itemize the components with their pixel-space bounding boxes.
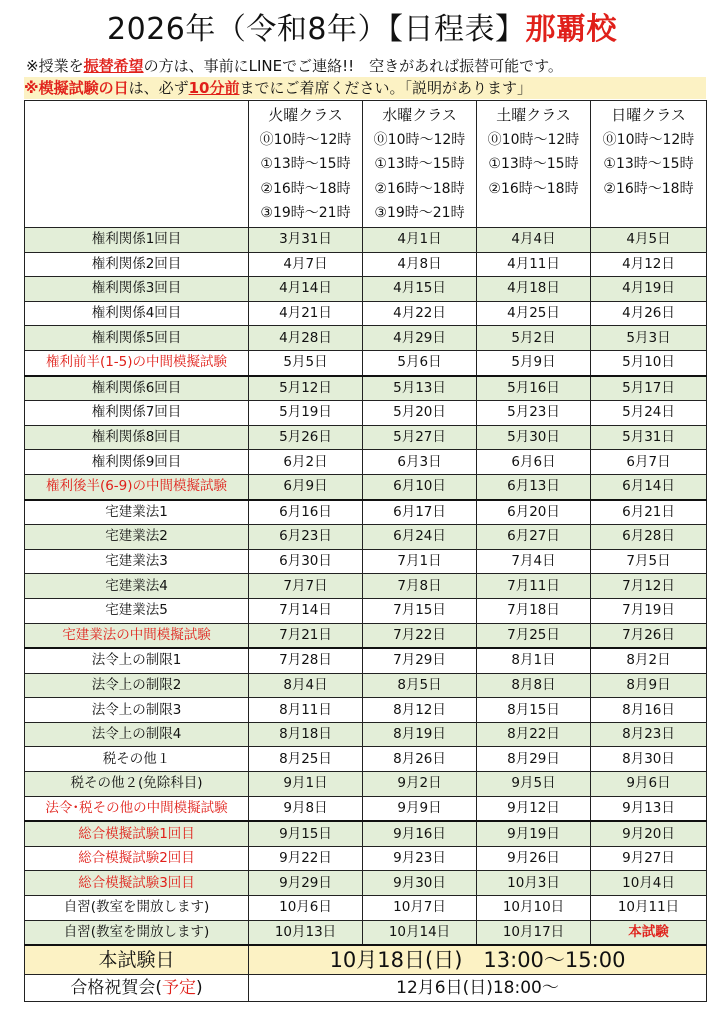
session-label: 税その他２(免除科目) (25, 772, 249, 797)
session-date: 6月9日 (249, 474, 363, 499)
session-date: 5月27日 (363, 425, 477, 450)
schedule-row (25, 277, 707, 302)
session-date: 3月31日 (249, 228, 363, 253)
exam-day-value: 10月18日(日) 13:00～15:00 (249, 945, 707, 975)
session-date: 7月22日 (363, 623, 477, 648)
session-date: 7月21日 (249, 623, 363, 648)
session-date: 7月18日 (477, 598, 591, 623)
session-date: 9月29日 (249, 871, 363, 896)
party-row (25, 975, 707, 1002)
exam-note-emphasis-1: ※模擬試験の日 (24, 79, 129, 97)
session-date: 10月14日 (363, 920, 477, 945)
session-date: 9月16日 (363, 821, 477, 846)
schedule-row (25, 772, 707, 797)
session-date: 9月2日 (363, 772, 477, 797)
session-date: 4月14日 (249, 277, 363, 302)
session-label: 自習(教室を開放します) (25, 896, 249, 921)
session-date: 6月16日 (249, 500, 363, 525)
session-label: 自習(教室を開放します) (25, 920, 249, 945)
session-date: 8月26日 (363, 747, 477, 772)
schedule-row (25, 326, 707, 351)
session-date: 5月6日 (363, 350, 477, 375)
session-date: 7月15日 (363, 598, 477, 623)
time-slot: ⓪10時～12時 (487, 131, 580, 148)
schedule-row (25, 525, 707, 550)
class-name: 火曜クラス (268, 106, 343, 124)
header-row (25, 101, 707, 228)
schedule-row (25, 549, 707, 574)
session-date: 9月27日 (591, 846, 707, 871)
session-date: 10月13日 (249, 920, 363, 945)
session-date: 5月23日 (477, 401, 591, 426)
session-date: 8月8日 (477, 673, 591, 698)
time-slot: ①13時～15時 (260, 156, 351, 172)
session-date: 8月11日 (249, 698, 363, 723)
schedule-table (24, 100, 707, 1002)
session-label: 法令上の制限1 (25, 648, 249, 673)
time-slot: ⓪10時～12時 (259, 131, 352, 148)
session-date: 7月29日 (363, 648, 477, 673)
session-date: 7月28日 (249, 648, 363, 673)
page-title (0, 10, 724, 50)
class-name: 水曜クラス (382, 106, 457, 124)
session-date: 6月24日 (363, 525, 477, 550)
session-date: 4月12日 (591, 252, 707, 277)
session-date: 7月1日 (363, 549, 477, 574)
schedule-row (25, 228, 707, 253)
session-date: 8月30日 (591, 747, 707, 772)
time-slot: ②16時～18時 (603, 180, 694, 197)
session-date: 4月21日 (249, 301, 363, 326)
session-date: 4月29日 (363, 326, 477, 351)
session-date: 5月2日 (477, 326, 591, 351)
session-date: 9月9日 (363, 796, 477, 821)
class-name: 日曜クラス (611, 106, 686, 124)
session-date: 8月1日 (477, 648, 591, 673)
session-date: 7月12日 (591, 574, 707, 599)
header-sunday (591, 101, 707, 228)
session-label: 権利関係5回目 (25, 326, 249, 351)
schedule-row (25, 896, 707, 921)
session-date: 7月11日 (477, 574, 591, 599)
session-date: 5月30日 (477, 425, 591, 450)
schedule-row (25, 846, 707, 871)
session-date: 8月9日 (591, 673, 707, 698)
session-label: 権利関係7回目 (25, 401, 249, 426)
session-date: 8月2日 (591, 648, 707, 673)
session-label: 権利関係3回目 (25, 277, 249, 302)
session-date: 6月13日 (477, 474, 591, 499)
session-date: 9月30日 (363, 871, 477, 896)
party-label-end: ) (196, 978, 203, 999)
session-date: 6月21日 (591, 500, 707, 525)
session-label: 宅建業法の中間模擬試験 (25, 623, 249, 648)
time-slot: ②16時～18時 (260, 180, 351, 197)
header-tuesday (249, 101, 363, 228)
schedule-row (25, 500, 707, 525)
schedule-row (25, 425, 707, 450)
session-date: 4月15日 (363, 277, 477, 302)
session-date: 10月10日 (477, 896, 591, 921)
session-date: 7月4日 (477, 549, 591, 574)
school-name: 那覇校 (525, 12, 617, 47)
session-date: 9月15日 (249, 821, 363, 846)
exam-note-text-2: までにご着席ください。「説明があります」 (239, 79, 532, 97)
session-label: 権利前半(1-5)の中間模擬試験 (25, 350, 249, 375)
session-date: 7月7日 (249, 574, 363, 599)
exam-note (24, 77, 706, 99)
session-date: 9月22日 (249, 846, 363, 871)
session-date: 4月11日 (477, 252, 591, 277)
session-date: 6月28日 (591, 525, 707, 550)
transfer-note-text-2: の方は、事前にLINEでご連絡!! 空きがあれば振替可能です。 (143, 57, 563, 75)
session-label: 権利関係4回目 (25, 301, 249, 326)
exam-day-row (25, 945, 707, 975)
session-date: 5月26日 (249, 425, 363, 450)
session-label: 宅建業法5 (25, 598, 249, 623)
exam-note-emphasis-2: 10分前 (188, 79, 240, 97)
session-date: 8月22日 (477, 722, 591, 747)
exam-day-label: 本試験日 (25, 945, 249, 975)
session-date: 9月19日 (477, 821, 591, 846)
schedule-row (25, 747, 707, 772)
schedule-row (25, 350, 707, 375)
time-slot: ③19時～21時 (374, 205, 465, 221)
exam-note-text-1: は、必ず (128, 79, 189, 97)
title-text: 2026年（令和8年）【日程表】 (107, 12, 526, 47)
session-label: 法令上の制限4 (25, 722, 249, 747)
schedule-row (25, 598, 707, 623)
schedule-row (25, 401, 707, 426)
time-slot: ①13時～15時 (374, 156, 465, 172)
party-label-text: 合格祝賀会( (70, 978, 162, 999)
session-date: 4月8日 (363, 252, 477, 277)
session-date: 4月5日 (591, 228, 707, 253)
session-date: 9月12日 (477, 796, 591, 821)
session-date: 8月25日 (249, 747, 363, 772)
session-date: 8月29日 (477, 747, 591, 772)
session-date: 6月27日 (477, 525, 591, 550)
session-date: 4月22日 (363, 301, 477, 326)
transfer-note-text-1: ※授業を (26, 57, 84, 75)
session-label: 総合模擬試験1回目 (25, 821, 249, 846)
schedule-row (25, 722, 707, 747)
session-date: 6月20日 (477, 500, 591, 525)
session-date: 7月25日 (477, 623, 591, 648)
header-saturday (477, 101, 591, 228)
session-label: 権利関係2回目 (25, 252, 249, 277)
session-date: 5月16日 (477, 376, 591, 401)
session-date: 5月10日 (591, 350, 707, 375)
session-date: 5月24日 (591, 401, 707, 426)
schedule-row (25, 796, 707, 821)
session-date: 10月7日 (363, 896, 477, 921)
schedule-row (25, 376, 707, 401)
session-date: 5月5日 (249, 350, 363, 375)
session-date: 7月14日 (249, 598, 363, 623)
session-label: 宅建業法3 (25, 549, 249, 574)
party-value: 12月6日(日)18:00～ (249, 975, 707, 1002)
schedule-row (25, 623, 707, 648)
session-label: 権利後半(6-9)の中間模擬試験 (25, 474, 249, 499)
schedule-row (25, 871, 707, 896)
session-date: 5月12日 (249, 376, 363, 401)
session-date: 5月17日 (591, 376, 707, 401)
session-date: 8月5日 (363, 673, 477, 698)
schedule-row (25, 648, 707, 673)
session-date: 8月18日 (249, 722, 363, 747)
header-blank-cell (25, 101, 249, 228)
session-date: 8月16日 (591, 698, 707, 723)
session-date: 5月20日 (363, 401, 477, 426)
session-date: 6月6日 (477, 450, 591, 475)
session-date: 7月26日 (591, 623, 707, 648)
session-date: 4月4日 (477, 228, 591, 253)
session-date: 9月1日 (249, 772, 363, 797)
time-slot: ①13時～15時 (488, 156, 579, 172)
session-label: 権利関係6回目 (25, 376, 249, 401)
transfer-note (26, 56, 563, 76)
session-date: 9月23日 (363, 846, 477, 871)
session-label: 法令･税その他の中間模擬試験 (25, 796, 249, 821)
session-date: 9月26日 (477, 846, 591, 871)
session-date: 10月17日 (477, 920, 591, 945)
schedule-row (25, 920, 707, 945)
session-date: 4月1日 (363, 228, 477, 253)
session-date: 6月10日 (363, 474, 477, 499)
session-date: 9月5日 (477, 772, 591, 797)
session-label: 宅建業法2 (25, 525, 249, 550)
session-date: 8月23日 (591, 722, 707, 747)
session-date: 6月2日 (249, 450, 363, 475)
session-date: 4月25日 (477, 301, 591, 326)
session-label: 権利関係1回目 (25, 228, 249, 253)
schedule-row (25, 698, 707, 723)
session-date: 6月7日 (591, 450, 707, 475)
session-date: 6月30日 (249, 549, 363, 574)
session-date: 本試験 (591, 920, 707, 945)
session-date: 7月19日 (591, 598, 707, 623)
session-label: 法令上の制限3 (25, 698, 249, 723)
session-date: 7月5日 (591, 549, 707, 574)
schedule-row (25, 474, 707, 499)
session-label: 税その他１ (25, 747, 249, 772)
session-date: 4月18日 (477, 277, 591, 302)
session-date: 8月15日 (477, 698, 591, 723)
session-date: 8月19日 (363, 722, 477, 747)
session-label: 総合模擬試験3回目 (25, 871, 249, 896)
session-date: 9月13日 (591, 796, 707, 821)
session-label: 宅建業法1 (25, 500, 249, 525)
session-label: 権利関係9回目 (25, 450, 249, 475)
class-name: 土曜クラス (496, 106, 571, 124)
session-date: 10月11日 (591, 896, 707, 921)
schedule-row (25, 450, 707, 475)
session-label: 権利関係8回目 (25, 425, 249, 450)
time-slot: ③19時～21時 (260, 205, 351, 221)
time-slot: ⓪10時～12時 (602, 131, 695, 148)
session-date: 10月4日 (591, 871, 707, 896)
time-slot: ①13時～15時 (603, 156, 694, 172)
session-date: 4月26日 (591, 301, 707, 326)
schedule-row (25, 574, 707, 599)
time-slot: ②16時～18時 (488, 180, 579, 197)
transfer-note-emphasis: 振替希望 (83, 57, 144, 75)
session-date: 5月3日 (591, 326, 707, 351)
session-date: 9月6日 (591, 772, 707, 797)
session-date: 9月20日 (591, 821, 707, 846)
session-date: 5月31日 (591, 425, 707, 450)
session-label: 宅建業法4 (25, 574, 249, 599)
party-label (25, 975, 249, 1002)
header-wednesday (363, 101, 477, 228)
schedule-row (25, 821, 707, 846)
session-date: 6月23日 (249, 525, 363, 550)
schedule-row (25, 252, 707, 277)
session-date: 5月13日 (363, 376, 477, 401)
session-date: 4月19日 (591, 277, 707, 302)
session-date: 5月9日 (477, 350, 591, 375)
session-date: 7月8日 (363, 574, 477, 599)
schedule-row (25, 301, 707, 326)
session-date: 8月12日 (363, 698, 477, 723)
session-date: 6月3日 (363, 450, 477, 475)
session-date: 5月19日 (249, 401, 363, 426)
schedule-row (25, 673, 707, 698)
session-label: 総合模擬試験2回目 (25, 846, 249, 871)
session-date: 6月17日 (363, 500, 477, 525)
session-date: 10月3日 (477, 871, 591, 896)
session-date: 9月8日 (249, 796, 363, 821)
party-label-tentative: 予定 (162, 978, 196, 999)
time-slot: ⓪10時～12時 (373, 131, 466, 148)
session-date: 8月4日 (249, 673, 363, 698)
time-slot: ②16時～18時 (374, 180, 465, 197)
session-date: 6月14日 (591, 474, 707, 499)
session-date: 4月7日 (249, 252, 363, 277)
session-label: 法令上の制限2 (25, 673, 249, 698)
session-date: 4月28日 (249, 326, 363, 351)
session-date: 10月6日 (249, 896, 363, 921)
